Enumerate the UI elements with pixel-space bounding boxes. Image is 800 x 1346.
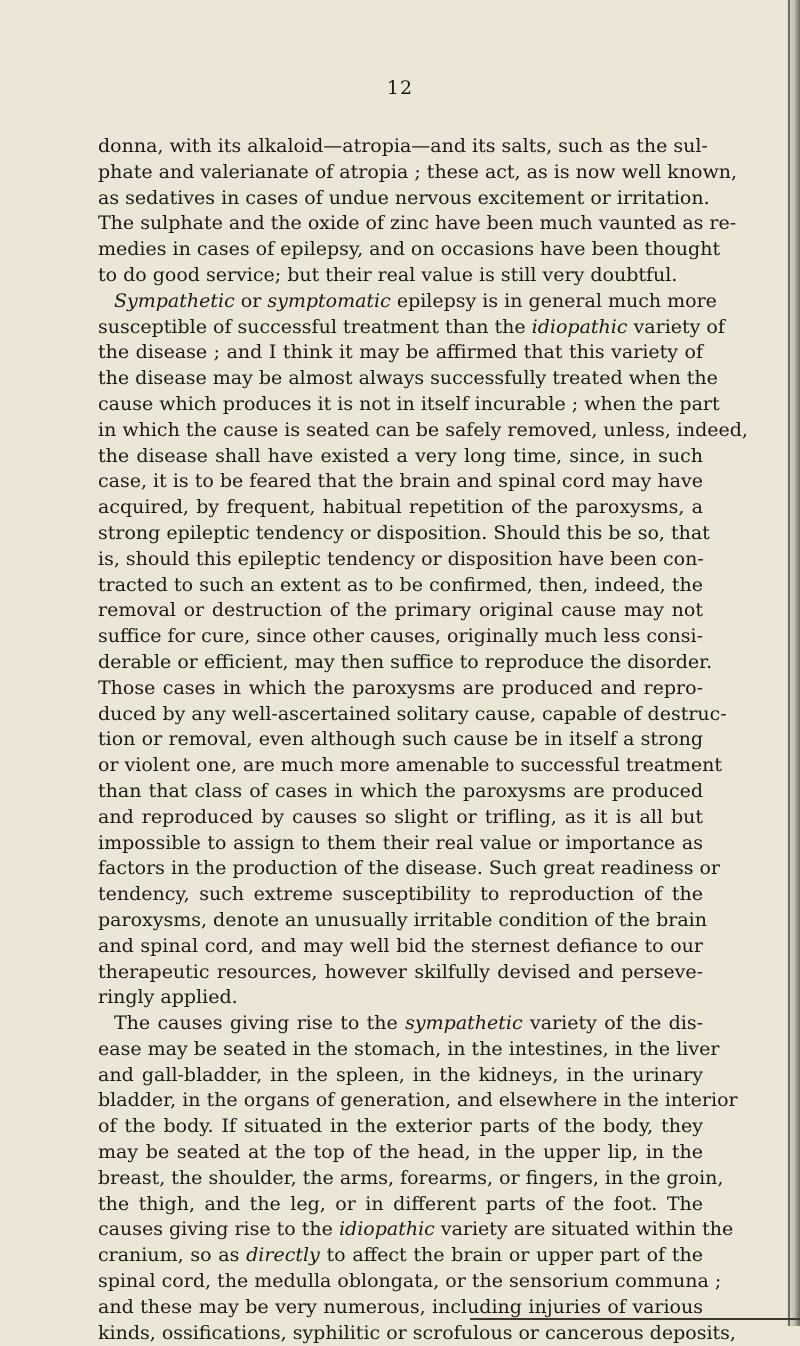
- text-segment: kinds, ossifications, syphilitic or scrofulous or cancerous deposits,: [98, 1321, 736, 1344]
- text-line: [98, 237, 721, 263]
- text-line: [98, 727, 703, 753]
- text-line: [98, 779, 703, 805]
- text-segment: spinal cord, the medulla oblongata, or the sensorium communa ;: [98, 1270, 722, 1293]
- text-line: [98, 1037, 720, 1063]
- text-segment: ease may be seated in the stomach, in the intestines, in the liver: [98, 1037, 720, 1060]
- text-segment: breast, the shoulder, the arms, forearms, or fingers, in the groin,: [98, 1166, 724, 1189]
- bottom-edge-rule: [470, 1318, 800, 1320]
- text-line: [98, 1192, 703, 1218]
- text-segment: The sulphate and the oxide of zinc have been much vaunted as re-: [98, 212, 737, 235]
- text-segment: and spinal cord, and may well bid the sternest defiance to our: [98, 934, 703, 957]
- text-segment: impossible to assign to them their real value or importance as: [98, 831, 703, 854]
- text-line: [98, 598, 703, 624]
- text-segment: removal or destruction of the primary original cause may not: [98, 599, 703, 622]
- text-segment: is, should this epileptic tendency or disposition have been con-: [98, 547, 704, 570]
- text-line: [98, 573, 703, 599]
- text-segment: variety are situated within the: [434, 1218, 734, 1241]
- text-segment: may be seated at the top of the head, in the upper lip, in the: [98, 1141, 703, 1164]
- text-segment: and these may be very numerous, including injuries of various: [98, 1295, 703, 1318]
- text-line: [98, 805, 703, 831]
- page-edge-line: [788, 0, 790, 1326]
- text-line: [98, 1063, 703, 1089]
- text-segment: the disease may be almost always successfully treated when the: [98, 367, 718, 390]
- text-segment: and reproduced by causes so slight or trifling, as it is all but: [98, 805, 703, 828]
- text-segment: Those cases in which the paroxysms are produced and repro-: [98, 676, 703, 699]
- text-line: [98, 624, 703, 650]
- text-line: [98, 1269, 722, 1295]
- text-line: [98, 960, 703, 986]
- page-number: 12: [386, 77, 414, 99]
- text-line: [98, 1295, 703, 1321]
- text-segment: epilepsy is in general much more: [390, 289, 717, 312]
- text-segment: to affect the brain or upper part of the: [319, 1244, 703, 1267]
- body-text: [98, 134, 748, 1346]
- text-line: [98, 547, 703, 573]
- text-line: [98, 521, 710, 547]
- text-segment: therapeutic resources, however skilfully devised and perseve-: [98, 960, 703, 983]
- text-segment: factors in the production of the disease. Such great readiness or: [98, 857, 721, 880]
- text-segment: of the body. If situated in the exterior parts of the body, they: [98, 1115, 703, 1138]
- text-line: [98, 985, 703, 1011]
- text-line: [98, 753, 722, 779]
- text-segment: than that class of cases in which the paroxysms are produced: [98, 779, 703, 802]
- text-segment: The causes giving rise to the: [114, 1012, 406, 1035]
- text-segment: cranium, so as: [98, 1244, 247, 1267]
- text-line: [98, 676, 703, 702]
- text-line: [98, 702, 727, 728]
- text-line: [98, 831, 703, 857]
- text-line: [98, 315, 725, 341]
- text-line: [98, 1166, 724, 1192]
- text-line: [98, 934, 703, 960]
- text-line: [98, 366, 718, 392]
- text-segment: paroxysms, denote an unusually irritable condition of the brain: [98, 908, 707, 931]
- text-line: [98, 186, 710, 212]
- text-line: [98, 160, 738, 186]
- text-line: [98, 1114, 703, 1140]
- text-segment: variety of: [627, 315, 725, 338]
- text-segment: tion or removal, even although such cause be in itself a strong: [98, 728, 703, 751]
- text-line: [98, 418, 748, 444]
- italic-term: idiopathic: [338, 1218, 435, 1241]
- text-segment: medies in cases of epilepsy, and on occasions have been thought: [98, 238, 721, 261]
- text-segment: and gall-bladder, in the spleen, in the kidneys, in the urinary: [98, 1063, 703, 1086]
- text-line: [98, 856, 721, 882]
- text-line: [98, 444, 703, 470]
- italic-term: symptomatic: [267, 289, 391, 312]
- text-line: [98, 1243, 703, 1269]
- text-segment: donna, with its alkaloid—atropia—and its salts, such as the sul-: [98, 135, 708, 157]
- text-line: [98, 469, 703, 495]
- text-segment: tendency, such extreme susceptibility to reproduction of the: [98, 883, 703, 906]
- text-line: [98, 1321, 736, 1346]
- text-segment: variety of the dis-: [522, 1012, 703, 1035]
- text-segment: duced by any well-ascertained solitary cause, capable of destruc-: [98, 702, 727, 725]
- text-segment: causes giving rise to the: [98, 1218, 339, 1241]
- text-line: [98, 1217, 734, 1243]
- text-line: [98, 340, 703, 366]
- text-line: [98, 289, 717, 315]
- text-segment: phate and valerianate of atropia ; these act, as is now well known,: [98, 160, 738, 183]
- text-segment: the thigh, and the leg, or in different parts of the foot. The: [98, 1192, 703, 1215]
- text-segment: cause which produces it is not in itself incurable ; when the part: [98, 392, 720, 415]
- italic-term: directly: [246, 1244, 320, 1267]
- text-segment: the disease shall have existed a very long time, since, in such: [98, 444, 703, 467]
- text-line: [98, 495, 703, 521]
- italic-term: sympathetic: [405, 1012, 523, 1035]
- text-line: [98, 392, 720, 418]
- text-segment: tracted to such an extent as to be confirmed, then, indeed, the: [98, 573, 703, 596]
- text-segment: or: [234, 289, 268, 312]
- text-segment: suffice for cure, since other causes, originally much less consi-: [98, 625, 703, 648]
- text-segment: case, it is to be feared that the brain and spinal cord may have: [98, 470, 703, 493]
- text-segment: strong epileptic tendency or disposition. Should this be so, that: [98, 521, 710, 544]
- text-segment: to do good service; but their real value is still very doubtful.: [98, 263, 678, 286]
- text-segment: or violent one, are much more amenable to successful treatment: [98, 754, 722, 777]
- italic-term: idiopathic: [531, 315, 628, 338]
- text-segment: acquired, by frequent, habitual repetition of the paroxysms, a: [98, 496, 703, 519]
- text-line: [98, 1140, 703, 1166]
- italic-term: Sympathetic: [114, 289, 235, 312]
- text-segment: bladder, in the organs of generation, and elsewhere in the interior: [98, 1089, 738, 1112]
- text-segment: derable or efficient, may then suffice to reproduce the disorder.: [98, 650, 713, 673]
- text-segment: the disease ; and I think it may be affirmed that this variety of: [98, 341, 703, 364]
- text-segment: as sedatives in cases of undue nervous excitement or irritation.: [98, 186, 710, 209]
- text-line: [98, 263, 703, 289]
- text-segment: susceptible of successful treatment than the: [98, 315, 532, 338]
- text-line: [98, 650, 713, 676]
- text-segment: ringly applied.: [98, 986, 238, 1009]
- text-line: [98, 211, 737, 237]
- text-line: [98, 908, 707, 934]
- text-line: [98, 134, 708, 160]
- text-segment: in which the cause is seated can be safely removed, unless, indeed,: [98, 418, 748, 441]
- text-line: [98, 1011, 703, 1037]
- text-line: [98, 882, 703, 908]
- text-line: [98, 1088, 738, 1114]
